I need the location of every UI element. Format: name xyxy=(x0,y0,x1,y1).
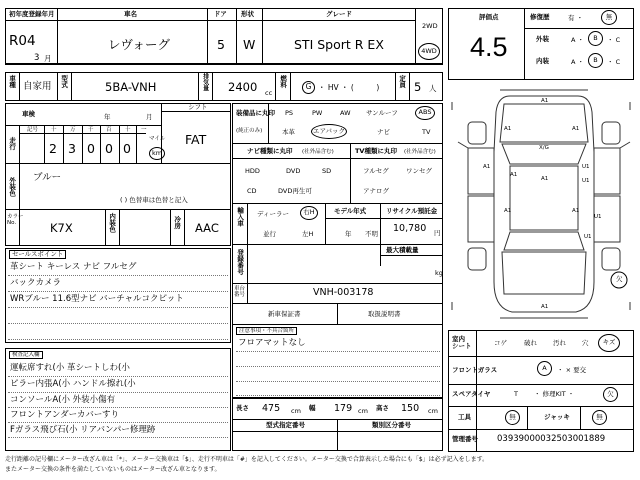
registration-number-label: 登録番号 xyxy=(236,249,245,275)
management-number-label: 管理番号 xyxy=(452,435,478,443)
spare-tire-label: スペアタイヤ xyxy=(452,390,491,398)
navi-cd: CD xyxy=(247,187,257,195)
digit-header-ten-thousand-ten: 十 xyxy=(51,127,57,133)
import-right-circled: 右H xyxy=(300,206,318,220)
damage-mark: X/G xyxy=(539,145,549,151)
repair-history-label: 修復歴 xyxy=(530,13,550,21)
width-value: 179 xyxy=(334,403,353,414)
width-cm: cm xyxy=(358,407,368,415)
grade-value: STI Sport R EX xyxy=(294,37,384,52)
mileage-digit: 0 xyxy=(87,141,95,156)
displacement-value: 2400 xyxy=(228,80,258,94)
equip-abs-circled: ABS xyxy=(415,106,435,120)
cc-unit: cc xyxy=(265,89,273,97)
footer-note-1: 走行距離の記号欄にメーター改ざん車は「*」、メーター交換車は「$」、走行不明車は「#」を記入してください。メーター交換で合算表示した場合にも「$」は必ず記入をします。 xyxy=(5,456,489,463)
spare-missing-circled: 欠 xyxy=(603,387,618,402)
mileage-digit: 2 xyxy=(49,141,57,156)
insp-month-unit: 月 xyxy=(146,113,153,121)
inspector-line: Fガラス飛び石(小 リアバンパー修理跡 xyxy=(10,425,156,435)
equip-tv: TV xyxy=(422,128,431,136)
exterior-note: ( ) 色替車は色替と記入 xyxy=(120,196,188,204)
seat-burn: コゲ xyxy=(494,339,507,347)
damage-mark: A1 xyxy=(541,98,549,104)
management-number: 03939000032503001889 xyxy=(497,434,606,444)
mileage-label: 走行 xyxy=(8,137,17,150)
ext-grade-b-circled: B xyxy=(588,31,603,46)
seat-hole: 穴 xyxy=(582,339,589,347)
chassis-label: 車台 番号 xyxy=(234,286,246,299)
month-unit: 月 xyxy=(44,54,52,63)
equip-airbag-circled: エアバック xyxy=(311,124,347,139)
sales-points-label: セールスポイント xyxy=(9,250,66,259)
drive-2wd: 2WD xyxy=(422,22,438,30)
width-label: 幅 xyxy=(309,404,316,412)
import-dealer: ディーラー xyxy=(257,210,289,218)
fuel-label: 燃料 xyxy=(279,75,288,88)
digit-header-ten-thousand: 万 xyxy=(70,127,76,133)
front-glass-options: ・ × 要交 xyxy=(557,366,587,374)
equip-sunroof: サンルーフ xyxy=(366,109,398,117)
recycle-label: リサイクル預託金 xyxy=(386,207,438,215)
drive-4wd-circled: 4WD xyxy=(418,43,440,60)
inspector-line: フロントアンダーカバーすり xyxy=(10,410,119,420)
damage-mark: A1 xyxy=(572,126,580,132)
damage-mark: A1 xyxy=(572,208,580,214)
import-label: 輸入車 xyxy=(236,207,245,227)
equipment-label: 装備品に丸印 xyxy=(236,109,275,117)
digit-header-sign: 記号 xyxy=(27,127,39,133)
notes-box xyxy=(232,324,443,398)
first-reg-value: R04 xyxy=(9,33,36,49)
equip-ps: PS xyxy=(285,109,294,117)
score-label: 評価点 xyxy=(479,13,499,21)
car-name-label: 車名 xyxy=(124,10,137,18)
spare-repair-kit: ・ 修理KIT ・ xyxy=(534,390,575,398)
class-number-label: 類別区分番号 xyxy=(372,421,411,429)
shape-value: W xyxy=(243,37,256,52)
damage-mark: U1 xyxy=(582,178,590,184)
damage-mark: A1 xyxy=(504,208,512,214)
notes-label: 注意事項・不具合箇所 xyxy=(236,327,297,335)
navi-sd: SD xyxy=(322,167,332,175)
mile-label: マイル xyxy=(149,136,166,142)
insp-year-unit: 年 xyxy=(104,113,111,121)
score-value: 4.5 xyxy=(470,32,508,62)
tv-analog: アナログ xyxy=(363,187,389,195)
equip-navi: ナビ xyxy=(377,128,390,136)
model-value: 5BA-VNH xyxy=(105,80,157,94)
ac-label: 冷房 xyxy=(173,216,182,229)
navi-type-label: ナビ種類に丸印 xyxy=(247,147,293,155)
interior-grade-label: 内装 xyxy=(536,57,549,65)
grade-label: グレード xyxy=(326,10,352,18)
fuel-g-circled: G xyxy=(302,81,315,94)
import-parallel: 並行 xyxy=(263,230,276,238)
car-outline-svg xyxy=(448,82,634,328)
damage-mark: A1 xyxy=(541,304,549,310)
height-value: 150 xyxy=(401,403,420,414)
exterior-label: 外装色 xyxy=(8,177,17,197)
repair-has: 有 ・ xyxy=(568,14,584,22)
km-circled: km xyxy=(149,147,165,160)
damage-mark: A1 xyxy=(541,176,549,182)
car-damage-diagram xyxy=(448,82,634,328)
shape-label: 形状 xyxy=(241,10,254,18)
tv-type-label: TV種類に丸印 xyxy=(355,147,397,155)
model-label: 型式 xyxy=(60,75,69,88)
chassis-value: VNH-003178 xyxy=(313,287,374,298)
mileage-digit: 3 xyxy=(68,141,76,156)
seat-scratch-circled: キズ xyxy=(598,334,620,352)
category-label: 車種 xyxy=(8,75,17,88)
car-name: レヴォーグ xyxy=(108,37,171,52)
shift-value: FAT xyxy=(185,132,207,147)
inspector-line: 運転席すれ(小 革シートしわ(小 xyxy=(10,363,130,373)
capacity-label: 定員 xyxy=(398,75,407,88)
mileage-digit: 0 xyxy=(123,141,131,156)
jack-label: ジャッキ xyxy=(544,413,570,421)
int-grade-c: ・ C xyxy=(607,58,621,66)
recycle-value: 10,780 xyxy=(393,223,427,234)
equipment-sub: (純正のみ) xyxy=(236,128,263,134)
int-grade-b-circled: B xyxy=(588,53,603,68)
sales-line: WRブルー 11.6型ナビ バーチャルコクピット xyxy=(10,294,184,304)
shift-label: シフト xyxy=(188,103,208,111)
mileage-digit: 0 xyxy=(105,141,113,156)
capacity-unit: 人 xyxy=(429,84,437,93)
interior-seat-label: 室内 シート xyxy=(452,335,472,351)
ac-value: AAC xyxy=(195,221,219,235)
front-glass-a-circled: A xyxy=(537,361,552,376)
navi-type-sub: (社外品含む) xyxy=(302,149,334,155)
inspector-label: 検査記入欄 xyxy=(9,351,43,359)
equip-leather: 本革 xyxy=(282,128,295,136)
sales-line: バックカメラ xyxy=(10,278,62,288)
sales-line: 革シート キーレス ナビ フルセグ xyxy=(10,262,137,272)
new-warranty-label: 新車保証書 xyxy=(268,310,301,318)
exterior-color: ブルー xyxy=(33,172,62,183)
tv-oneseg: ワンセグ xyxy=(406,167,432,175)
model-year-unit: 年 xyxy=(345,230,352,238)
use-value: 自家用 xyxy=(23,81,52,92)
first-reg-label: 初年度登録年月 xyxy=(9,10,55,18)
tv-type-sub: (社外品含む) xyxy=(404,149,436,155)
interior-color-label: 内装色 xyxy=(108,213,117,233)
height-label: 高さ xyxy=(376,404,389,412)
length-cm: cm xyxy=(291,407,301,415)
digit-header-one: 一 xyxy=(141,127,147,133)
int-grade-a: A ・ xyxy=(571,58,585,66)
navi-hdd: HDD xyxy=(245,167,260,175)
repair-none-circled: 無 xyxy=(601,10,617,25)
damage-mark: A1 xyxy=(504,126,512,132)
color-code-value: K7X xyxy=(50,221,73,235)
footer-note-2: またメーター交換の条件を満たしていないものはメーター改ざん車となります。 xyxy=(5,466,221,473)
model-year-label: モデル年式 xyxy=(334,207,367,215)
navi-dvd-play: DVD再生可 xyxy=(278,187,312,195)
jack-none-circled: 無 xyxy=(592,410,607,425)
digit-header-ten: 十 xyxy=(125,127,131,133)
model-year-unknown: 不明 xyxy=(365,230,378,238)
notes-line: フロアマットなし xyxy=(238,338,306,348)
equip-aw: AW xyxy=(340,109,351,117)
ext-grade-a: A ・ xyxy=(571,36,585,44)
height-cm: cm xyxy=(428,407,438,415)
damage-mark: U1 xyxy=(584,234,592,240)
seat-dirt: 汚れ xyxy=(553,339,566,347)
seat-tear: 破れ xyxy=(524,339,537,347)
equip-pw: PW xyxy=(312,109,323,117)
exterior-grade-label: 外装 xyxy=(536,35,549,43)
fuel-options: ・ HV ・ ( ) xyxy=(318,83,380,92)
damage-mark: U1 xyxy=(594,214,602,220)
recycle-yen: 円 xyxy=(434,229,441,237)
tools-label: 工具 xyxy=(458,413,471,421)
color-code-label: カラー No. xyxy=(7,214,24,227)
displacement-label: 排気量 xyxy=(201,73,209,91)
damage-mark: A1 xyxy=(483,164,491,170)
import-left: 左H xyxy=(302,230,314,238)
type-number-label: 型式指定番号 xyxy=(266,421,305,429)
inspector-line: コンソールA(小 外装小傷有 xyxy=(10,395,116,405)
navi-dvd: DVD xyxy=(286,167,301,175)
tv-fullseg: フルセグ xyxy=(363,167,389,175)
max-load-kg: kg xyxy=(435,269,443,277)
capacity-value: 5 xyxy=(414,80,422,94)
spare-t: T xyxy=(514,390,518,398)
tools-none-circled: 無 xyxy=(505,410,520,425)
ext-grade-c: ・ C xyxy=(607,36,621,44)
length-label: 長さ xyxy=(236,404,249,412)
damage-mark-x: 欠 xyxy=(616,275,623,283)
damage-mark: U1 xyxy=(582,164,590,170)
max-load-label: 最大積載量 xyxy=(386,246,419,254)
inspection-label: 車検 xyxy=(22,110,35,118)
first-reg-month: 3 xyxy=(34,53,40,63)
doors-value: 5 xyxy=(217,37,225,52)
doors-label: ドア xyxy=(214,10,227,18)
damage-mark: A1 xyxy=(510,172,518,178)
front-glass-label: フロントガラス xyxy=(452,366,498,374)
inspector-line: ピラー内張A(小 ハンドル擦れ(小 xyxy=(10,379,136,389)
manual-label: 取扱説明書 xyxy=(368,310,401,318)
digit-header-thousand: 千 xyxy=(88,127,94,133)
digit-header-hundred: 百 xyxy=(106,127,112,133)
length-value: 475 xyxy=(262,403,281,414)
